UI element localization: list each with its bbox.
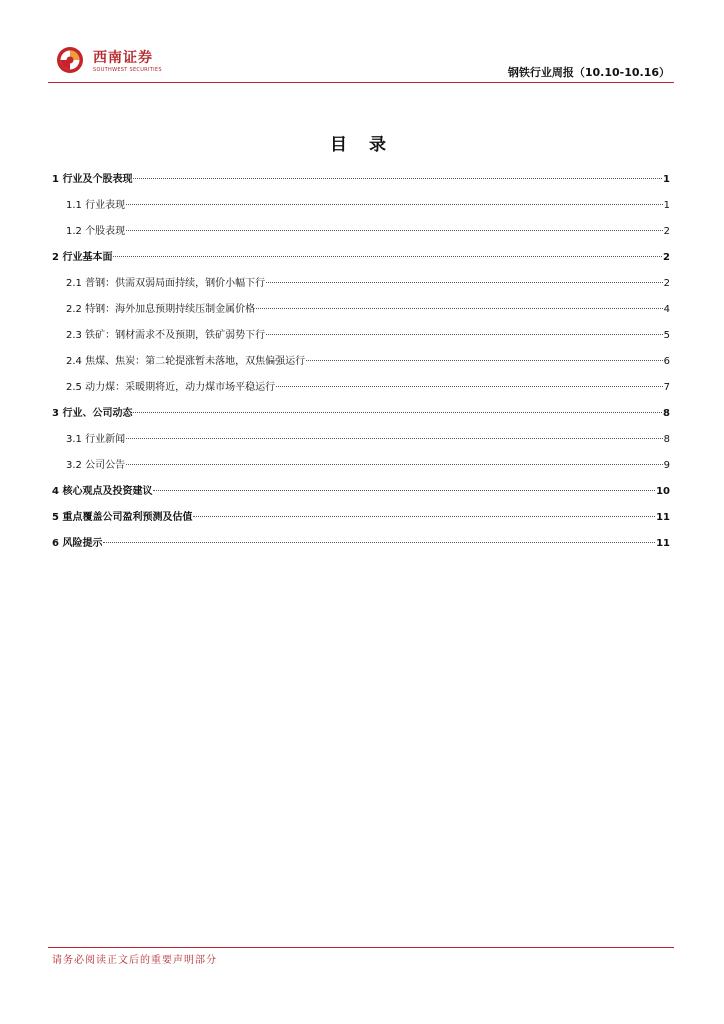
toc-entry-title: 2.1 普钢：供需双弱局面持续，钢价小幅下行 — [66, 278, 266, 289]
toc-entry-title: 2.5 动力煤：采暖期将近，动力煤市场平稳运行 — [66, 382, 276, 393]
toc-entry[interactable] — [52, 431, 670, 457]
toc-leader-dots — [113, 256, 662, 257]
toc-entry[interactable] — [52, 301, 670, 327]
company-logo — [55, 43, 175, 77]
toc-entry-title: 2.2 特钢：海外加息预期持续压制金属价格 — [66, 304, 256, 315]
toc-heading: 目 录 — [330, 135, 394, 155]
toc-entry-page: 1 — [663, 200, 670, 211]
toc-entry-page: 1 — [663, 174, 670, 185]
toc-entry[interactable] — [52, 353, 670, 379]
toc-entry-page: 5 — [663, 330, 670, 341]
toc-entry[interactable] — [52, 249, 670, 275]
toc-entry[interactable] — [52, 535, 670, 561]
toc-entry-title: 4 核心观点及投资建议 — [52, 486, 153, 497]
toc-entry-page: 8 — [663, 408, 670, 419]
toc-entry-title: 6 风险提示 — [52, 538, 103, 549]
logo-emblem-icon — [55, 45, 85, 75]
footer-disclaimer: 请务必阅读正文后的重要声明部分 — [52, 955, 217, 966]
toc-leader-dots — [256, 308, 663, 309]
toc-entry-page: 10 — [656, 486, 670, 497]
toc-entry-title: 2.3 铁矿：钢材需求不及预期，铁矿弱势下行 — [66, 330, 266, 341]
toc-entry-title: 3.2 公司公告 — [66, 460, 126, 471]
toc-entry-title: 3 行业、公司动态 — [52, 408, 133, 419]
toc-leader-dots — [306, 360, 663, 361]
toc-entry-page: 7 — [663, 382, 670, 393]
page-header — [48, 40, 674, 82]
toc-entry[interactable] — [52, 171, 670, 197]
toc-entry[interactable] — [52, 405, 670, 431]
toc-leader-dots — [193, 516, 655, 517]
toc-entry-page: 8 — [663, 434, 670, 445]
toc-entry-page: 6 — [663, 356, 670, 367]
toc-entry[interactable] — [52, 197, 670, 223]
toc-entry[interactable] — [52, 223, 670, 249]
toc-entry[interactable] — [52, 483, 670, 509]
logo-english-name: SOUTHWEST SECURITIES — [93, 67, 162, 73]
toc-leader-dots — [153, 490, 655, 491]
toc-entry[interactable] — [52, 509, 670, 535]
toc-leader-dots — [126, 438, 663, 439]
logo-chinese-name: 西南证券 — [93, 50, 153, 66]
toc-entry-title: 1 行业及个股表现 — [52, 174, 133, 185]
toc-entry[interactable] — [52, 275, 670, 301]
toc-entry-page: 2 — [663, 226, 670, 237]
toc-leader-dots — [126, 204, 663, 205]
toc-entry-page: 2 — [663, 278, 670, 289]
toc-entry-page: 2 — [663, 252, 670, 263]
toc-entry-page: 11 — [656, 512, 670, 523]
toc-entry[interactable] — [52, 457, 670, 483]
report-title: 钢铁行业周报（10.10-10.16） — [507, 66, 670, 79]
toc-leader-dots — [266, 282, 663, 283]
toc-entry-title: 5 重点覆盖公司盈利预测及估值 — [52, 512, 193, 523]
toc-leader-dots — [126, 230, 663, 231]
toc-leader-dots — [126, 464, 663, 465]
toc-entry-page: 4 — [663, 304, 670, 315]
toc-entry[interactable] — [52, 379, 670, 405]
table-of-contents — [52, 171, 670, 561]
toc-entry[interactable] — [52, 327, 670, 353]
toc-leader-dots — [276, 386, 663, 387]
toc-entry-title: 2 行业基本面 — [52, 252, 113, 263]
footer-divider — [48, 947, 674, 948]
toc-entry-title: 1.1 行业表现 — [66, 200, 126, 211]
toc-entry-page: 9 — [663, 460, 670, 471]
toc-entry-title: 2.4 焦煤、焦炭：第二轮提涨暂未落地，双焦偏强运行 — [66, 356, 306, 367]
header-divider — [48, 82, 674, 83]
toc-leader-dots — [133, 178, 662, 179]
toc-entry-title: 3.1 行业新闻 — [66, 434, 126, 445]
toc-entry-title: 1.2 个股表现 — [66, 226, 126, 237]
toc-entry-page: 11 — [656, 538, 670, 549]
toc-leader-dots — [133, 412, 662, 413]
toc-leader-dots — [103, 542, 655, 543]
toc-leader-dots — [266, 334, 663, 335]
